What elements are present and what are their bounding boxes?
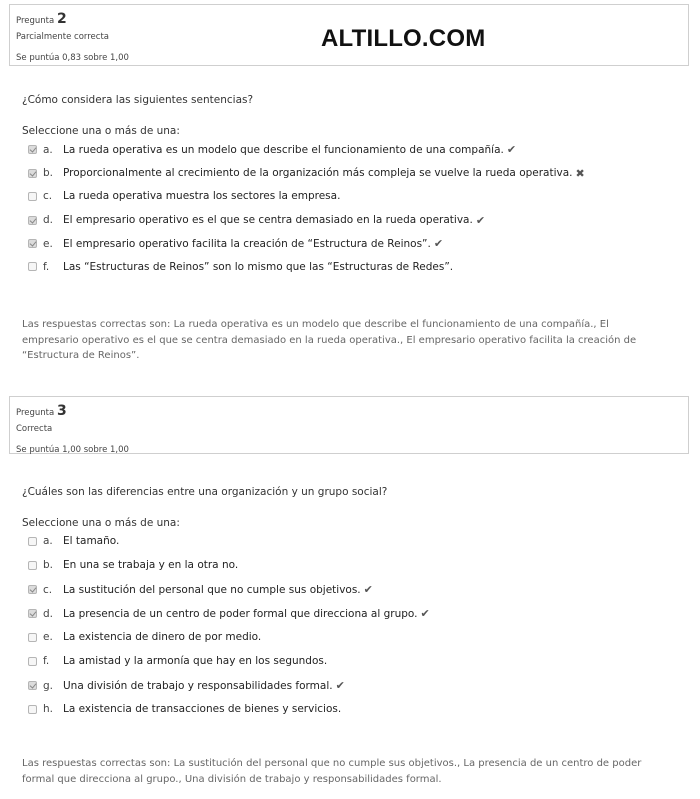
option-letter: a. [43,143,53,156]
option-letter: e. [43,631,53,643]
option-text: Las “Estructuras de Reinos” son lo mismo que las “Estructuras de Redes”. [63,260,454,273]
correct-check-icon: ✔ [433,237,444,250]
answer-option[interactable] [28,703,341,715]
answer-option[interactable] [28,167,585,180]
option-text: La existencia de transacciones de bienes y servicios. [63,703,342,715]
correct-check-icon: ✔ [475,213,486,227]
option-checkbox[interactable] [28,705,37,714]
option-checkbox[interactable] [28,681,37,690]
question-3-info [9,396,689,454]
question-grade: Se puntúa 0,83 sobre 1,00 [16,52,129,63]
question-number: 3 [56,403,67,419]
question-state: Parcialmente correcta [16,32,109,43]
option-text: En una se trabaja y en la otra no. [63,559,239,571]
option-text: Una división de trabajo y responsabilidades formal. [63,679,333,692]
answer-option[interactable] [28,631,261,643]
answer-option[interactable] [28,214,485,227]
option-letter: f. [43,260,50,273]
option-text: La amistad y la armonía que hay en los segundos. [63,655,328,667]
answer-option[interactable] [28,655,327,667]
correct-check-icon: ✔ [420,607,430,620]
option-letter: c. [43,190,53,202]
question-state: Correcta [16,424,53,435]
option-checkbox[interactable] [28,633,37,642]
correct-check-icon: ✔ [335,679,345,692]
option-letter: b. [43,559,54,571]
option-text: La presencia de un centro de poder formal que direcciona al grupo. [63,607,418,620]
option-text: La sustitución del personal que no cumple sus objetivos. [63,583,361,596]
option-text: El tamaño. [63,535,120,547]
answer-option[interactable] [28,559,238,571]
option-checkbox[interactable] [28,145,37,154]
option-letter: d. [43,607,54,620]
question-label: Pregunta 3 [16,403,67,419]
option-checkbox[interactable] [28,657,37,666]
correct-check-icon: ✔ [363,583,373,596]
select-prompt: Seleccione una o más de una: [22,125,180,137]
option-letter: d. [43,214,54,226]
option-checkbox[interactable] [28,169,37,178]
correct-check-icon: ✔ [506,143,517,156]
option-text: El empresario operativo facilita la creación de “Estructura de Reinos”. [63,237,431,250]
site-logo: ALTILLO.COM [321,25,486,52]
option-letter: g. [43,679,54,692]
option-checkbox[interactable] [28,537,37,546]
answer-option[interactable] [28,143,516,156]
question-grade: Se puntúa 1,00 sobre 1,00 [16,444,129,455]
correct-answer-feedback: Las respuestas correctas son: La sustitución del personal que no cumple sus objetivos., La presencia de un centro de poder formal que direcciona al grupo., Una división de trabajo y responsabilidades formal. [22,758,642,785]
select-prompt: Seleccione una o más de una: [22,517,180,529]
answer-option[interactable] [28,679,345,692]
question-label: Pregunta 2 [16,11,67,27]
question-number: 2 [56,11,67,27]
option-text: La rueda operativa es un modelo que describe el funcionamiento de una compañía. [63,143,504,156]
option-checkbox[interactable] [28,585,37,594]
option-letter: b. [43,167,54,179]
answer-option[interactable] [28,607,430,620]
option-letter: a. [43,535,53,547]
option-checkbox[interactable] [28,609,37,618]
question-text: ¿Cómo considera las siguientes sentencias? [22,94,254,106]
option-letter: h. [43,703,53,715]
answer-option[interactable] [28,190,340,202]
option-checkbox[interactable] [28,192,37,201]
option-text: La existencia de dinero de por medio. [63,631,262,643]
incorrect-cross-icon: ✖ [575,166,585,180]
answer-option[interactable] [28,237,443,250]
option-text: Proporcionalmente al crecimiento de la organización más compleja se vuelve la rueda operativa. [63,167,573,179]
option-checkbox[interactable] [28,216,37,225]
answer-option[interactable] [28,535,119,547]
option-checkbox[interactable] [28,262,37,271]
option-text: La rueda operativa muestra los sectores la empresa. [63,190,341,202]
answer-option[interactable] [28,261,453,273]
question-text: ¿Cuáles son las diferencias entre una organización y un grupo social? [22,486,388,498]
option-text: El empresario operativo es el que se centra demasiado en la rueda operativa. [63,214,473,226]
answer-option[interactable] [28,583,373,596]
option-letter: c. [43,583,53,596]
option-letter: e. [43,237,53,250]
option-letter: f. [43,655,50,667]
option-checkbox[interactable] [28,561,37,570]
correct-answer-feedback: Las respuestas correctas son: La rueda operativa es un modelo que describe el funcionamiento de una compañía., El empresario operativo es el que se centra demasiado en la rueda operativa., El empresario operativo facilita la creación de “Estructura de Reinos”. [22,319,637,361]
option-checkbox[interactable] [28,239,37,248]
